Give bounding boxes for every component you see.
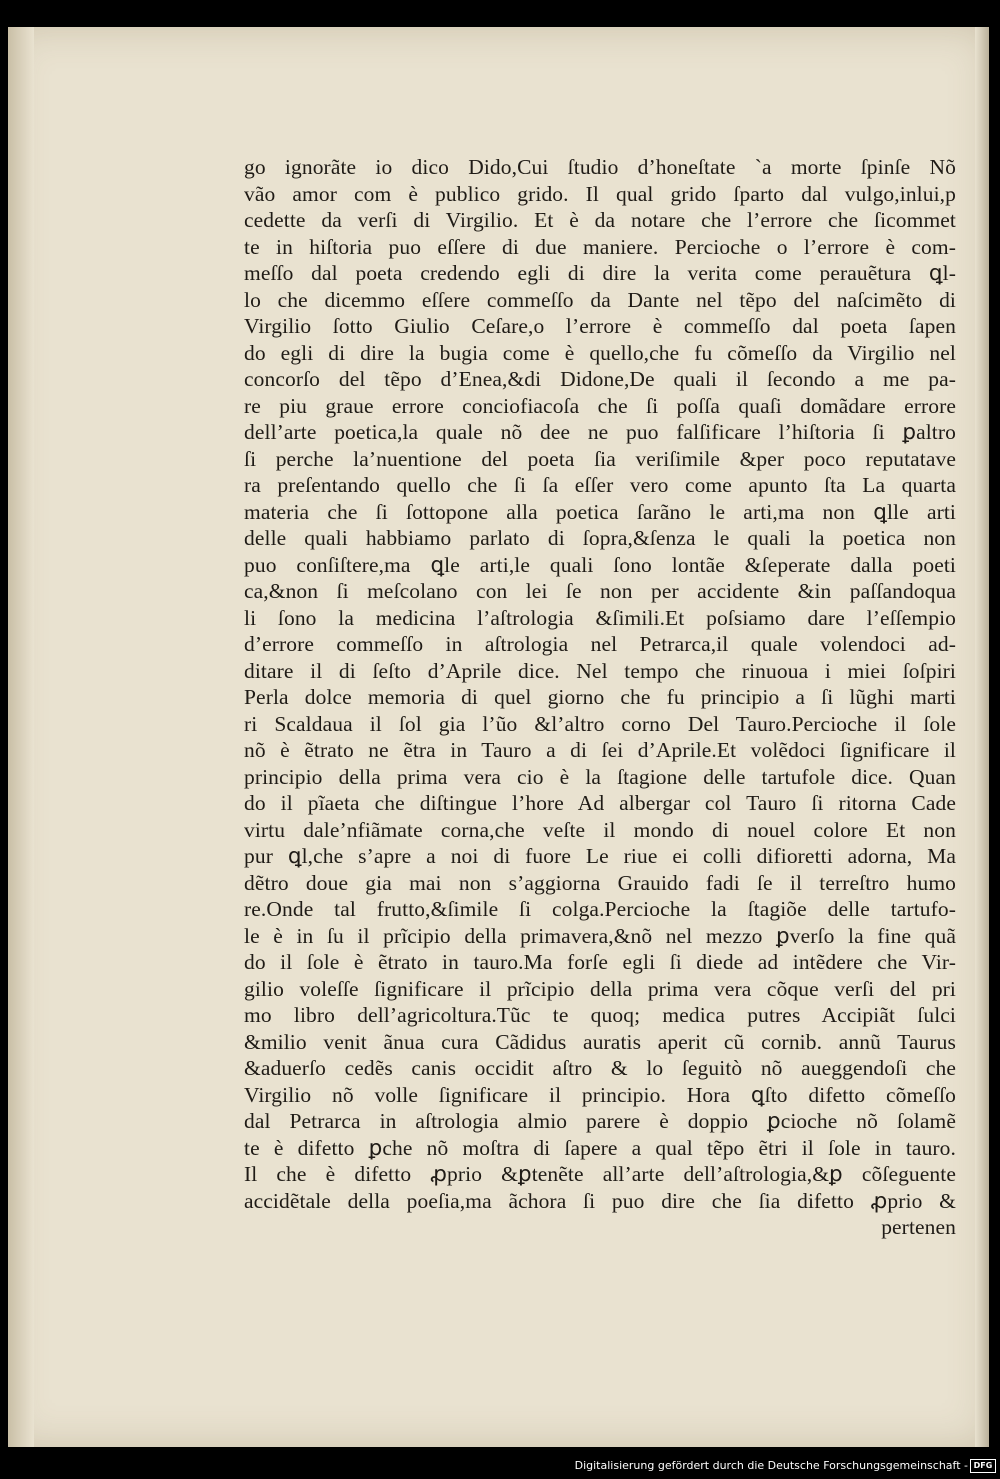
text-line: gilio voleſſe ſignificare il prĩcipio della prima vera cõque verſi del pri [244, 976, 956, 1001]
dfg-logo-icon: DFG [970, 1459, 996, 1473]
text-line: pur ꝗl,che s’apre a noi di fuore Le riue ei colli difioretti adorna, Ma [244, 844, 956, 868]
text-line: Virgilio nõ volle ſignificare il principio. Hora ꝗſto difetto cõmeſſo [244, 1082, 956, 1107]
text-line: delle quali habbiamo parlato di ſopra,&ſenza le quali la poetica non [244, 526, 956, 550]
text-line: dal Petrarca in aſtrologia almio parere è doppio ꝑcioche nõ ſolamẽ [244, 1109, 956, 1133]
text-line: do il pĩaeta che diſtingue l’hore Ad albergar col Tauro ſi ritorna Cade [244, 791, 956, 815]
text-line: Virgilio ſotto Giulio Ceſare,o l’errore è commeſſo dal poeta ſapen [244, 314, 956, 338]
text-line: lo che dicemmo eſſere commeſſo da Dante nel tẽpo del naſcimẽto di [244, 287, 956, 312]
text-line: te è difetto ꝑche nõ moſtra di ſapere a qual tẽpo ẽtri il ſole in tauro. [244, 1135, 956, 1160]
page-edge-shadow [975, 27, 989, 1447]
catchword: pertenen [881, 1215, 956, 1239]
page-gutter-shadow [8, 27, 34, 1447]
text-line: le è in ſu il prĩcipio della primavera,&nõ nel mezzo ꝑverſo la fine quã [244, 923, 956, 948]
text-line: principio della prima vera cio è la ſtagione delle tartufole dice. Quan [244, 764, 956, 789]
text-line: materia che ſi ſottopone alla poetica ſarãno le arti,ma non ꝗlle arti [244, 499, 956, 524]
text-line: vão amor com è publico grido. Il qual grido ſparto dal vulgo,inlui,p [244, 181, 956, 206]
text-line: re.Onde tal frutto,&ſimile ſi colga.Percioche la ſtagiõe delle tartufo- [244, 897, 956, 921]
text-line: virtu dale’nfiãmate corna,che veſte il mondo di nouel colore Et non [244, 817, 956, 842]
book-page [8, 27, 989, 1447]
text-line: accidẽtale della poeſia,ma ãchora ſi puo dire che ſia difetto ꝓprio & [244, 1188, 956, 1213]
text-line: ditare il di ſeſto d’Aprile dice. Nel tempo che rinuoua i miei ſoſpiri [244, 658, 956, 683]
digitization-footer [0, 1447, 1000, 1479]
text-line: do il ſole è ẽtrato in tauro.Ma forſe egli ſi diede ad intẽdere che Vir- [244, 950, 956, 974]
text-line: ca,&non ſi meſcolano con lei ſe non per accidente &in paſſandoqua [244, 579, 956, 603]
text-line: &aduerſo cedẽs canis occidit aſtro & lo ſeguitò nõ aueggendoſi che [244, 1056, 956, 1080]
text-line: Perla dolce memoria di quel giorno che fu principio a ſi lũghi marti [244, 685, 956, 709]
text-line: ra preſentando quello che ſi ſa eſſer vero come apunto ſta La quarta [244, 473, 956, 497]
text-line: Il che è difetto ꝓprio &ꝑtenẽte all’arte dell’aſtrologia,&ꝑ cõſeguente [244, 1162, 956, 1186]
text-line: li ſono la medicina l’aſtrologia &ſimili.Et poſsiamo dare l’eſſempio [244, 605, 956, 630]
page-text-block [244, 154, 956, 1241]
text-line: re piu graue errore conciofiacoſa che ſi poſſa quaſi domãdare errore [244, 393, 956, 418]
text-line: concorſo del tẽpo d’Enea,&di Didone,De quali il ſecondo a me pa- [244, 367, 956, 391]
text-line: go ignorãte io dico Dido,Cui ſtudio d’honeſtate `a morte ſpinſe Nõ [244, 155, 956, 179]
text-line: puo conſiſtere,ma ꝗle arti,le quali ſono lontãe &ſeperate dalla poeti [244, 552, 956, 577]
text-line: do egli di dire la bugia come è quello,che fu cõmeſſo da Virgilio nel [244, 340, 956, 365]
text-line: &milio venit ãnua cura Cãdidus auratis aperit cũ cornib. annũ Taurus [244, 1029, 956, 1054]
text-line: nõ è ẽtrato ne ẽtra in Tauro a di ſei d’Aprile.Et volẽdoci ſignificare il [244, 738, 956, 762]
text-line: te in hiſtoria puo eſſere di due maniere. Percioche o l’errore è com- [244, 234, 956, 259]
text-line: ri Scaldaua il ſol gia l’ũo &l’altro corno Del Tauro.Percioche il ſole [244, 711, 956, 736]
text-line: cedette da verſi di Virgilio. Et è da notare che l’errore che ſicommet [244, 208, 956, 232]
funding-credit: Digitalisierung gefördert durch die Deutsche Forschungsgemeinschaft - [574, 1459, 968, 1472]
text-line: dell’arte poetica,la quale nõ dee ne puo falſificare l’hiſtoria ſi ꝑaltro [244, 420, 956, 444]
text-line: dẽtro doue gia mai non s’aggiorna Grauido fadi ſe il terreſtro humo [244, 870, 956, 895]
text-line: d’errore commeſſo in aſtrologia nel Petrarca,il quale volendoci ad- [244, 632, 956, 656]
text-line: meſſo dal poeta credendo egli di dire la verita come perauẽtura ꝗl- [244, 261, 956, 285]
text-line: ſi perche la’nuentione del poeta ſia veriſimile &per poco reputatave [244, 446, 956, 471]
text-line: mo libro dell’agricoltura.Tũc te quoq; medica putres Accipiãt ſulci [244, 1003, 956, 1027]
